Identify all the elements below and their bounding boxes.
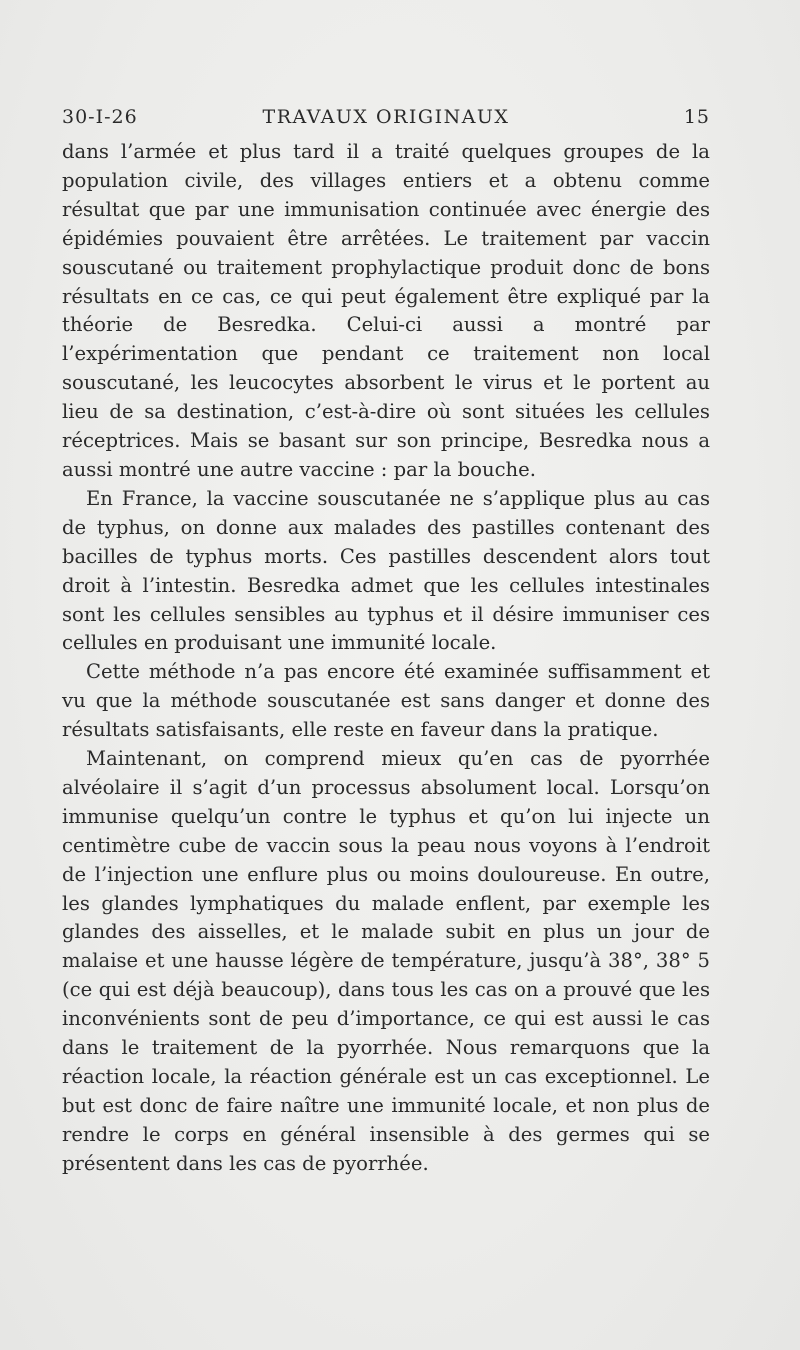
paragraph-1: dans l’armée et plus tard il a traité quelques groupes de la population civile, des villages entiers et a obtenu comme résultat que par une immunisation continuée avec énergie des épidémies pouvaient être arrêtées. Le traitement par vaccin souscutané ou traitement prophylactique produit donc de bons résultats en ce cas, ce qui peut également être expliqué par la théorie de Besredka. Celui-ci aussi a montré par l’expérimentation que pendant ce traitement non local souscutané, les leucocytes absorbent le virus et le portent au lieu de sa destination, c’est-à-dire où sont situées les cellules réceptrices. Mais se basant sur son principe, Besredka nous a aussi montré une autre vaccine : par la bouche. (62, 140, 710, 481)
body-text (62, 138, 710, 1179)
header-date: 30-I-26 (62, 106, 138, 128)
paragraph-3: Cette méthode n’a pas encore été examinée suffisamment et vu que la méthode souscutanée est sans danger et donne des résultats satisfaisants, elle reste en faveur dans la pratique. (62, 660, 710, 742)
paragraph-2: En France, la vaccine souscutanée ne s’applique plus au cas de typhus, on donne aux malades des pastilles contenant des bacilles de typhus morts. Ces pastilles descendent alors tout droit à l’intestin. Besredka admet que les cellules intestinales sont les cellules sensibles au typhus et il désire immuniser ces cellules en produisant une immunité locale. (62, 486, 710, 655)
paragraph-4: Maintenant, on comprend mieux qu’en cas de pyorrhée alvéolaire il s’agit d’un processus absolument local. Lorsqu’on immunise quelqu’un contre le typhus et qu’on lui injecte un centimètre cube de vaccin sous la peau nous voyons à l’endroit de l’injection une enflure plus ou moins douloureuse. En outre, les glandes lymphatiques du malade enflent, par exemple les glandes des aisselles, et le malade subit en plus un jour de malaise et une hausse légère de température, jusqu’à 38°, 38° 5 (ce qui est déjà beaucoup), dans tous les cas on a prouvé que les inconvénients sont de peu d’importance, ce qui est aussi le cas dans le traitement de la pyorrhée. Nous remarquons que la réaction locale, la réaction générale est un cas exceptionnel. Le but est donc de faire naître une immunité locale, et non plus de rendre le corps en général insensible à des germes qui se présentent dans les cas de pyorrhée. (62, 747, 710, 1175)
running-header (62, 106, 710, 136)
page-number: 15 (683, 106, 710, 128)
running-title: TRAVAUX ORIGINAUX (262, 106, 510, 128)
